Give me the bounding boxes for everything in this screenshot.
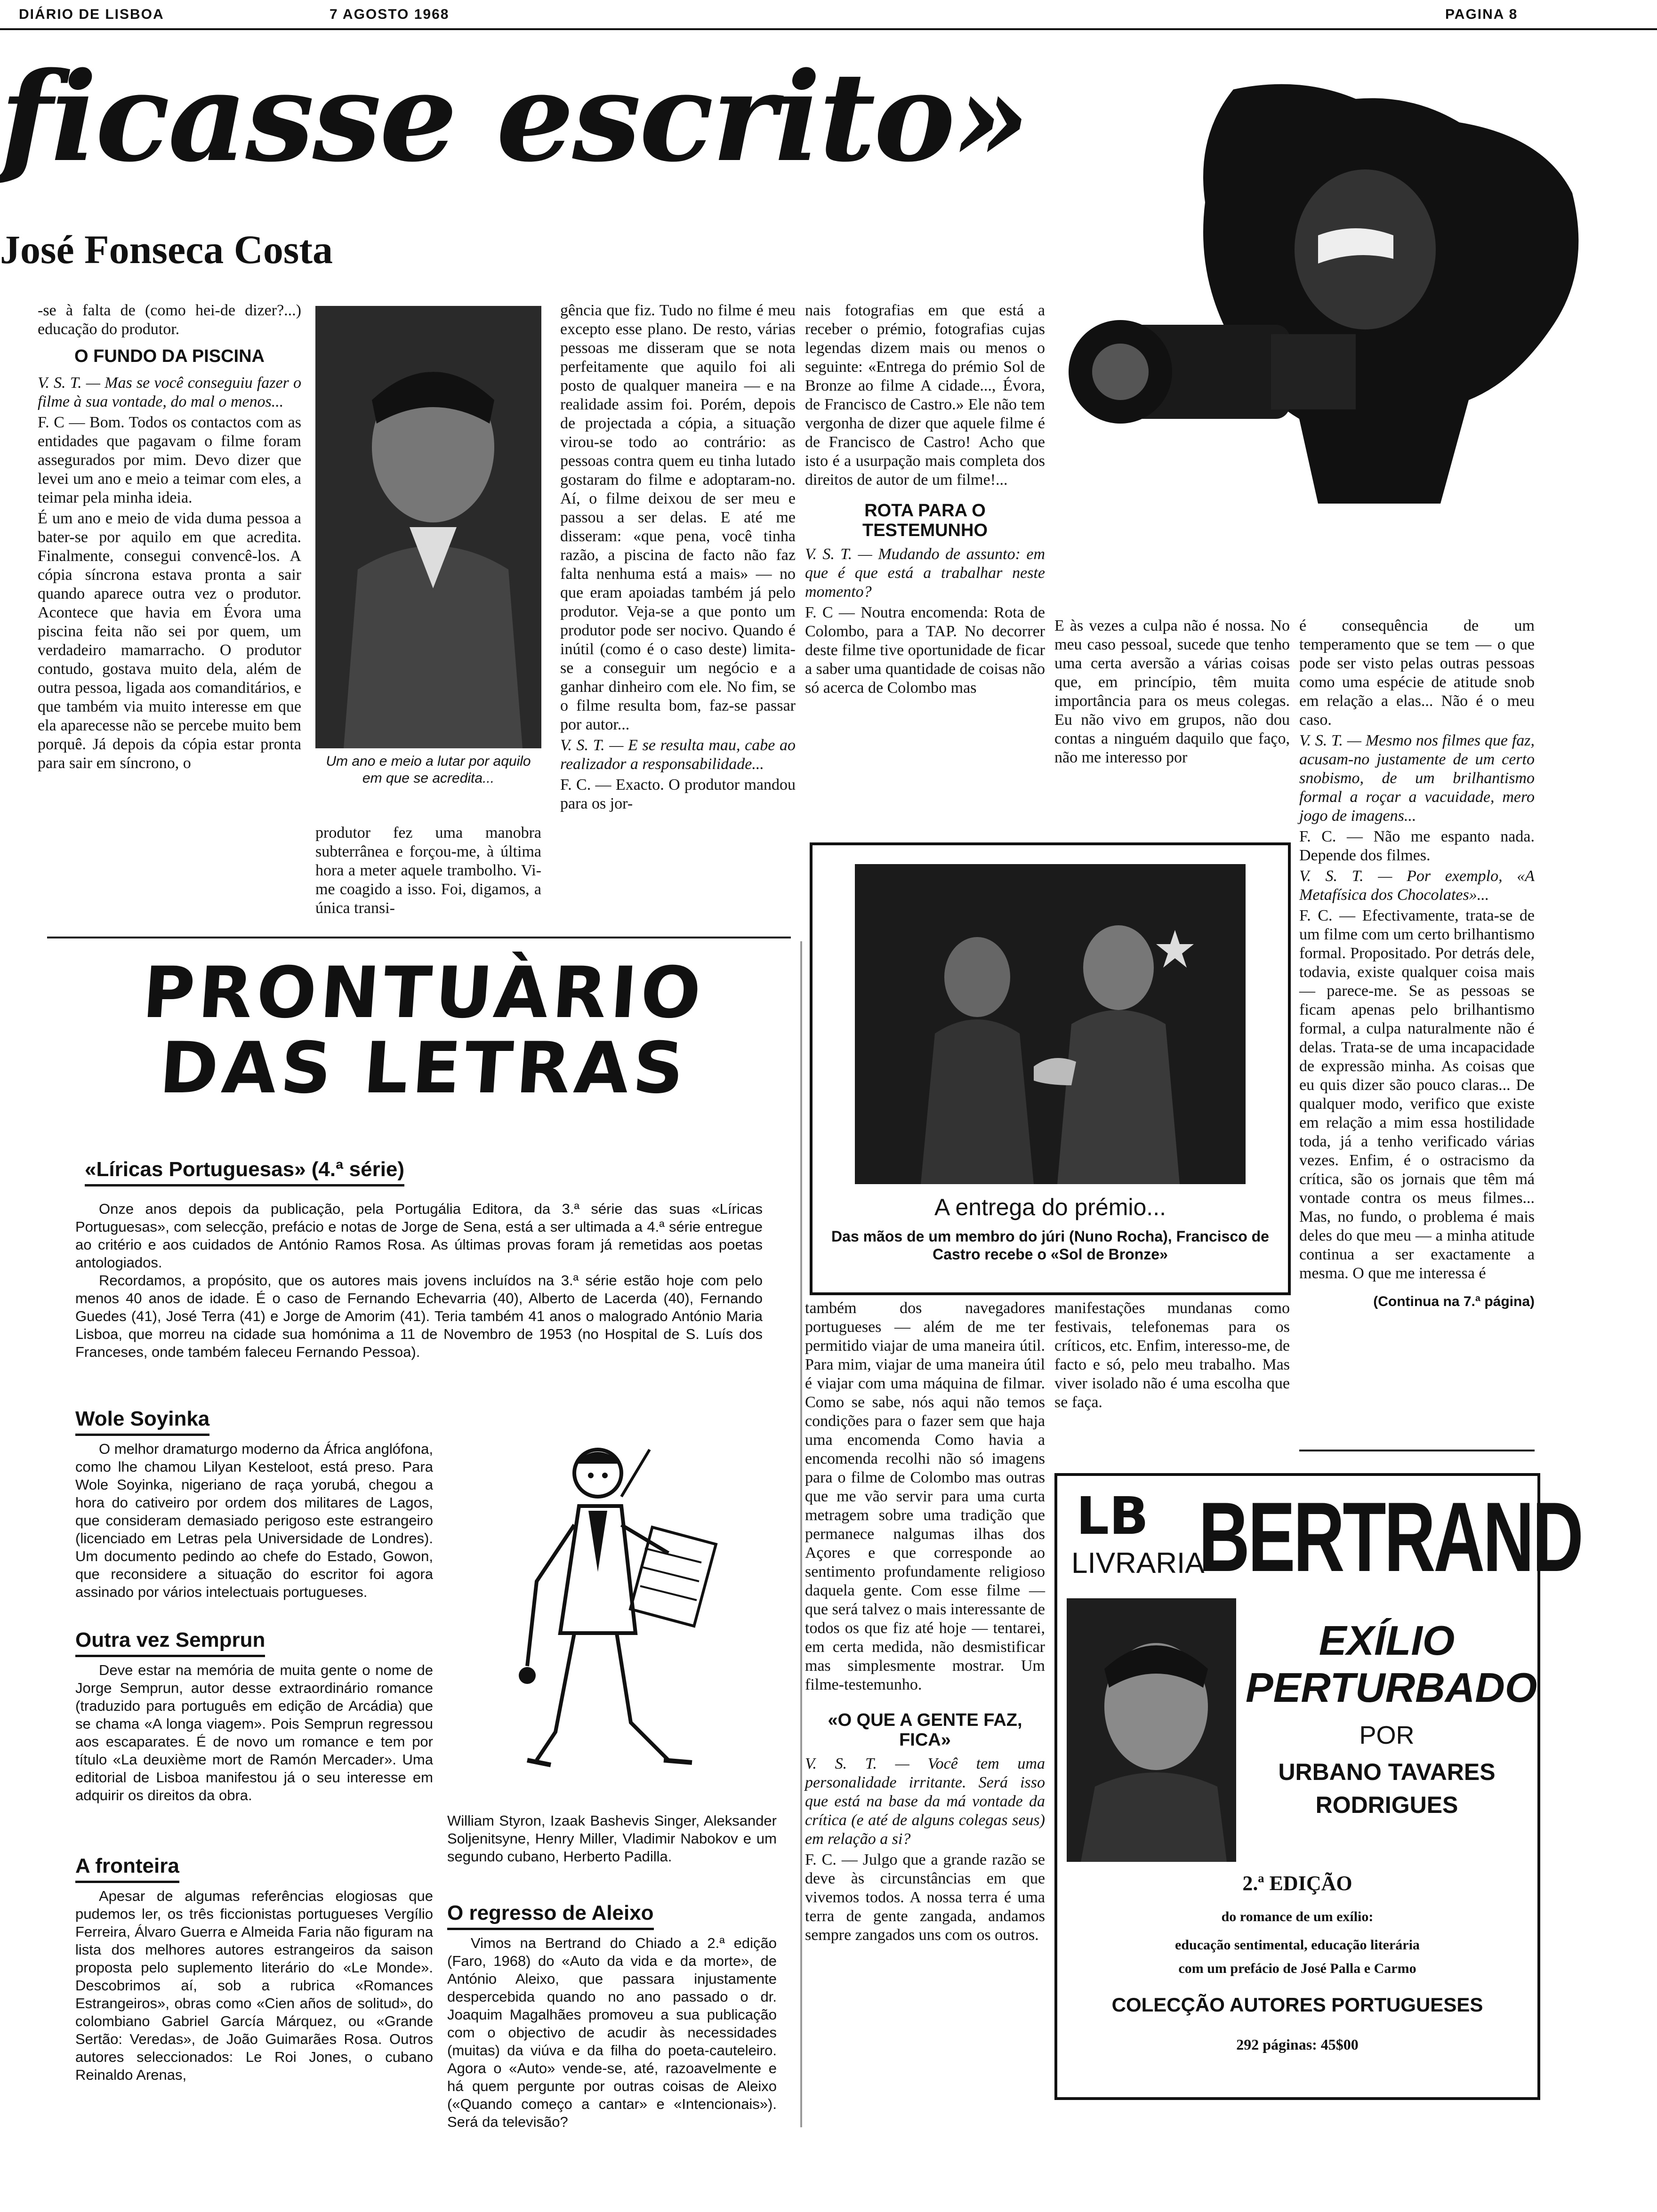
answer-text: também dos navegadores portugueses — além de me ter permitido viajar de uma maneira útil. Para mim, viajar de uma maneira útil é viajar com uma máquina de filmar. Como se sabe, nós aqui não temos condições para o fazer sem que haja uma encomenda Como havia a encomenda recolhi não só imagens para o filme de Colombo mas outras que me vão servir para uma curta metragem sobre uma tradição que permanece nalgumas ilhas dos Açores e que corresponde ao sentimento profundamente religioso daquela gente. Com esse filme — que será talvez o mais interessante de todos os que fiz até hoje — tentarei, em certa medida, não desmistificar mas simplesmente mostrar. Um filme-testemunho. [805, 1299, 1045, 1693]
answer-text: F. C — Bom. Todos os contactos com as entidades que pagavam o filme foram assegurados por mim. Devo dizer que levei um ano e meio a teimar com eles, a teimar pela minha ideia. [38, 414, 301, 506]
answer-text: É um ano e meio de vida duma pessoa a bater-se por aquilo em que acredita. Finalmente, consegui convencê-los. A cópia síncrona estava pronta a sair quando aparece outra vez o produtor. Acontece que havia em Évora uma piscina feita não sei por quem, um verdadeiro mamarracho. O produtor contudo, gostava muito dela, além de outra pessoa, ligada aos comanditários, e que também via muito interesse em que ela aparecesse não se percebe muito bem porquê. Já depois da cópia estar pronta para sair em síncrono, o [38, 510, 301, 772]
answer-text: F. C. — Efectivamente, trata-se de um filme com um certo brilhantismo formal. Propositado. Por detrás dele, todavia, existe qualquer coisa mais — parece-me. Se as pessoas se ficam apenas pelo brilhantismo formal, a culpa naturalmente não é delas. Trata-se de uma incapacidade de expressão minha. As coisas que eu quis dizer são pouco claras... De qualquer modo, verifico que existe em relação a mim essa hostilidade toda, já a tenho verificado várias vezes. Enfim, é o ostracismo da crítica, são os jornais que têm má vontade contra os meus filmes... Mas, no fundo, o problema é mais deles do que meu — a minha atitude continua a ser exactamente a mesma. O que me interessa é [1299, 907, 1535, 1282]
answer-text: F. C — Noutra encomenda: Rota de Colombo, para a TAP. No decorrer deste filme tive oportunidade de ficar a saber uma quantidade de coisas não só acerca de Colombo mas [805, 604, 1045, 697]
interview-column-4 [805, 301, 1045, 699]
section-title-fronteira: A fronteira [75, 1854, 179, 1883]
book-collection: COLECÇÃO AUTORES PORTUGUESES [1111, 1994, 1483, 2016]
section-body-soyinka: O melhor dramaturgo moderno da África anglófona, como lhe chamou Lilyan Kesteloot, está preso. Para Wole Soyinka, nigeriano de raça yorubá, chegou a hora do cativeiro por ordem dos militares de Lagos, que consideram demasiado perigoso este estrangeiro (licenciado em Letras pela Universidade de Londres). Um documento pedindo ao chefe do Estado, Gowon, que reconsidere a situação do escritor foi agora assinado por vários intelectuais portugueses. [75, 1441, 433, 1600]
prontuario-masthead [75, 952, 772, 1153]
book-title-line1: EXÍLIO [1319, 1617, 1455, 1664]
answer-text: nais fotografias em que está a receber o prémio, fotografias cujas legendas dizem mais ou menos o seguinte: «Entrega do prémio Sol de Bronze ao filme A cidade..., Évora, de Francisco de Castro.» Ele não tem vergonha de dizer que aquele filme é de Francisco de Castro! Acho que isto é a usurpação mais completa dos direitos de autor de um filme!... [805, 302, 1045, 489]
book-por: POR [1359, 1721, 1415, 1749]
section-divider [47, 937, 791, 938]
bertrand-ad [1054, 1473, 1582, 2100]
column-rule [1299, 1450, 1535, 1451]
section-title-soyinka: Wole Soyinka [75, 1407, 209, 1436]
subheading-rota-testemunho: ROTA PARA O TESTEMUNHO [862, 501, 988, 540]
award-photo-title: A entrega do prémio... [934, 1194, 1166, 1220]
section-body-fronteira-cont: William Styron, Izaak Bashevis Singer, Aleksander Soljenitsyne, Henry Miller, Vladimir Nabokov e um segundo cubano, Herberto Padilla. [447, 1812, 777, 1865]
section-title-liricas: «Líricas Portuguesas» (4.ª série) [85, 1158, 404, 1186]
answer-text: gência que fiz. Tudo no filme é meu excepto esse plano. De resto, várias pessoas me disseram que se nota perfeitamente que aquilo foi ali posto de qualquer maneira — e na realidade assim foi. Porém, depois de projectada a cópia, a situação virou-se todo ao contrário: as pessoas contra quem eu tinha lutado gostaram do filme e adoptaram-no. Aí, o filme deixou de ser meu e passou a ser delas. E até me disseram: «que pena, você tinha razão, a piscina de facto não faz falta nenhuma está a mais» — no que eram apoiadas também já pelo produtor. Veja-se a que ponto um produtor pode ser nocivo. Quando é inútil (como é o caso deste) limita-se a conseguir um negócio e a ganhar dinheiro com ele. No fim, se o filme resulta bom, faz-se passar por autor... [560, 302, 796, 733]
headline: ficasse escrito» [0, 46, 1028, 189]
interview-column-2-bottom: produtor fez uma manobra subterrânea e forçou-me, à última hora a meter aquele trambolho. Vi-me coagido a isso. Foi, digamos, a única transi- [315, 824, 541, 917]
interview-column-3 [560, 301, 796, 815]
answer-text: F. C. — Exacto. O produtor mandou para os jor- [560, 776, 796, 812]
prontuario-title-line2: DAS LETRAS [157, 1027, 691, 1109]
prontuario-title-line1: PRONTUÀRIO [140, 952, 708, 1034]
book-title-line2: PERTURBADO [1246, 1664, 1537, 1711]
column-divider [800, 941, 802, 2127]
question-text: V. S. T. — Mudando de assunto: em que é que está a trabalhar neste momento? [805, 545, 1045, 601]
author-photo [1067, 1598, 1236, 1862]
header-rule [0, 28, 1657, 30]
continued-note: (Continua na 7.ª página) [1373, 1294, 1535, 1309]
interview-column-5-bottom: manifestações mundanas como festivais, telefonemas para os críticos, etc. Enfim, interesso-me, de facto e só, pelo meu trabalho. Mas viver isolado não é uma escolha que se faça. [1054, 1299, 1290, 1411]
award-photo [855, 864, 1246, 1184]
question-text: V. S. T. — Mas se você conseguiu fazer o filme à sua vontade, do mal o menos... [38, 374, 301, 410]
book-author-line2: RODRIGUES [1315, 1792, 1458, 1818]
question-text: V. S. T. — Por exemplo, «A Metafísica dos Chocolates»... [1299, 867, 1535, 904]
section-body-semprun: Deve estar na memória de muita gente o nome de Jorge Semprun, autor desse extraordinário romance (traduzido para português em edição de Arcádia) que se chama «A longa viagem». Pois Semprun regressou aos escaparates. É de novo um romance e tem por título «La deuxième mort de Ramón Mercader». Uma editorial de Lisboa manifestou já o seu interesse em adquirir os direitos da obra. [75, 1662, 433, 1803]
filmmaker-camera-photo [1054, 80, 1591, 504]
newspaper-name: DIÁRIO DE LISBOA [19, 7, 164, 22]
section-body-aleixo: Vimos na Bertrand do Chiado a 2.ª edição (Faro, 1968) do «Auto da vida e da morte», de António Aleixo, que passara injustamente despercebida quando no ano passado o dr. Joaquim Magalhães promoveu a sua publicação com o objectivo de acudir às necessidades (muitas) da viúva e da filha do poeta-cauteleiro. Agora o «Auto» vende-se, até, razoavelmente e há quem pergunte por outras coisas de Aleixo («Quando começo a cantar» e «Intencionais»). Será da televisão? [447, 1935, 777, 2130]
interview-column-1 [38, 301, 301, 775]
answer-text: F. C. — Julgo que a grande razão se deve às circunstâncias em que vivemos todos. A nossa terra é uma terra de gente zangada, andamos sempre zangados uns com os outros. [805, 1851, 1045, 1944]
question-text: V. S. T. — Você tem uma personalidade irritante. Será isso que está na base da má vontade da crítica (e até de alguns colegas seus) em relação a si? [805, 1755, 1045, 1848]
book-desc-3: com um prefácio de José Palla e Carmo [1178, 1961, 1416, 1976]
byline: José Fonseca Costa [0, 227, 333, 272]
book-desc-2: educação sentimental, educação literária [1175, 1937, 1420, 1953]
page-number: PAGINA 8 [1445, 7, 1518, 22]
answer-text: é consequência de um temperamento que se tem — o que pode ser visto pelas outras pessoas como uma espécie de atitude snob em relação a elas... Não é o meu caso. [1299, 617, 1535, 729]
paragraph: Onze anos depois da publicação, pela Portugália Editora, da 3.ª série das suas «Líricas Portuguesas», com selecção, prefácio e notas de Jorge de Sena, está a ser ultimada a 4.ª série entregue ao critério e aos cuidados de António Ramos Rosa. As últimas provas foram já remetidas aos poetas antologiados. [75, 1201, 763, 1271]
portrait-photo [315, 306, 541, 748]
section-title-semprun: Outra vez Semprun [75, 1628, 265, 1657]
bertrand-logo-mark: LB [1076, 1486, 1149, 1546]
caricature-illustration [480, 1431, 744, 1788]
section-title-aleixo: O regresso de Aleixo [447, 1901, 654, 1930]
book-edition: 2.ª EDIÇÃO [1242, 1872, 1352, 1895]
question-text: V. S. T. — E se resulta mau, cabe ao realizador a responsabilidade... [560, 737, 796, 773]
bertrand-brand: BERTRAND [1199, 1482, 1582, 1592]
portrait-caption: Um ano e meio a lutar por aquilo em que se acredita... [326, 753, 531, 786]
answer-text: F. C. — Não me espanto nada. Depende dos filmes. [1299, 828, 1535, 864]
livraria-label: LIVRARIA [1071, 1547, 1205, 1579]
issue-date: 7 AGOSTO 1968 [330, 7, 450, 22]
section-body-liricas [75, 1200, 763, 1361]
interview-text: -se à falta de (como hei-de dizer?...) educação do produtor. [38, 302, 301, 338]
section-body-fronteira: Apesar de algumas referências elogiosas que pudemos ler, os três ficcionistas portugueses Vergílio Ferreira, Álvaro Guerra e Almeida Faria não figuram na lista dos melhores autores estrangeiros da saison proposta pelo suplemento literário do «Le Monde». Descobrimos aí, sob a rubrica «Romances Estrangeiros», obras como «Cien años de solitud», do colombiano Gabriel García Márquez, ou «Grande Sertão: Veredas», de João Guimarães Rosa. Outros autores seleccionados: Le Roi Jones, o cubano Reinaldo Arenas, [75, 1888, 433, 2083]
question-text: V. S. T. — Mesmo nos filmes que faz, acusam-no justamente de um certo snobismo, de um brilhantismo formal a roçar a vacuidade, mero jogo de imagens... [1299, 732, 1535, 825]
interview-column-5: E às vezes a culpa não é nossa. No meu caso pessoal, sucede que tenho uma certa aversão a várias coisas que, em princípio, têm muita importância para os meus colegas. Eu não vivo em grupos, não dou contas a ninguém daquilo que faço, não me interesso por [1054, 617, 1290, 766]
interview-column-6 [1299, 617, 1535, 1311]
paragraph: Recordamos, a propósito, que os autores mais jovens incluídos na 3.ª série estão hoje com pelo menos 40 anos de idade. É o caso de Fernando Echevarria (40), Alberto de Lacerda (40), Fernando Guedes (41), José Terra (41) e Jorge de Amorim (41). Teria também 41 anos o malogrado António Maria Lisboa, que morreu na cidade sua homónima a 11 de Novembro de 1953 (no Hospital de S. Luís dos Franceses, onde também faleceu Fernando Pessoa). [75, 1272, 763, 1360]
award-photo-box [810, 842, 1291, 1295]
subheading-fundo-piscina: O FUNDO DA PISCINA [74, 346, 265, 366]
book-price: 292 páginas: 45$00 [1236, 2036, 1359, 2053]
award-photo-caption: Das mãos de um membro do júri (Nuno Rocha), Francisco de Castro recebe o «Sol de Bronze» [831, 1228, 1269, 1263]
subheading-o-que-a-gente-faz: «O QUE A GENTE FAZ, FICA» [828, 1710, 1022, 1750]
book-desc-1: do romance de um exílio: [1221, 1909, 1374, 1924]
book-author-line1: URBANO TAVARES [1278, 1759, 1496, 1785]
interview-column-4-bottom [805, 1299, 1045, 1947]
